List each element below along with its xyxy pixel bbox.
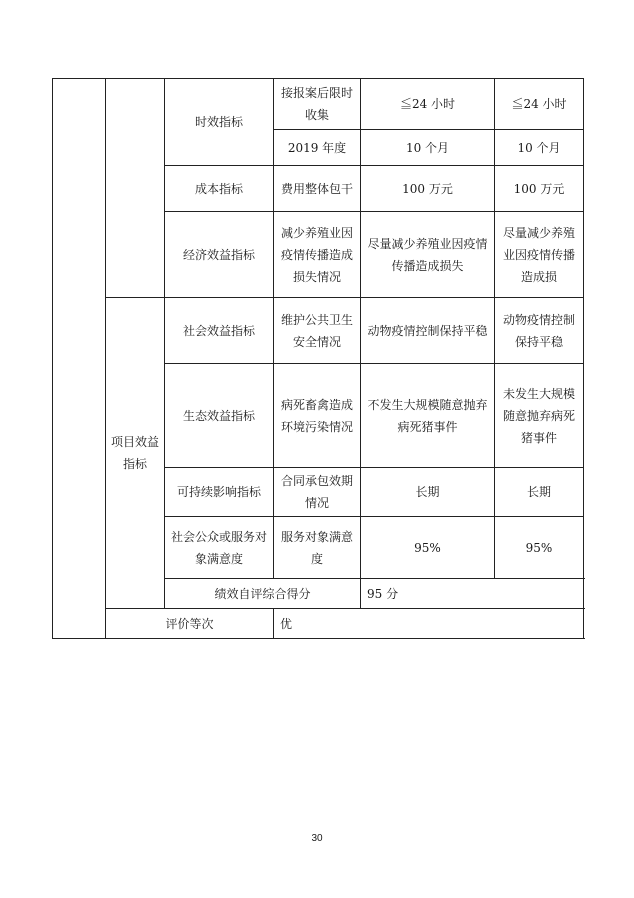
cost-actual: 100 万元 [495, 166, 584, 212]
grade-value: 优 [274, 609, 584, 639]
timeliness-target-2: 10 个月 [361, 130, 495, 166]
benefit-group-cell: 项目效益指标 [106, 298, 165, 609]
timeliness-item-2: 2019 年度 [274, 130, 361, 166]
timeliness-actual-1: ≦24 小时 [495, 79, 584, 130]
economic-item: 减少养殖业因疫情传播造成损失情况 [274, 212, 361, 298]
cost-item: 费用整体包干 [274, 166, 361, 212]
cost-target: 100 万元 [361, 166, 495, 212]
score-value: 95 分 [361, 579, 584, 609]
performance-table [52, 78, 584, 639]
satisfaction-indicator: 社会公众或服务对象满意度 [165, 517, 274, 579]
economic-actual: 尽量减少养殖业因疫情传播造成损 [495, 212, 584, 298]
sustainable-item: 合同承包效期情况 [274, 468, 361, 517]
social-actual: 动物疫情控制保持平稳 [495, 298, 584, 364]
table-row [53, 609, 584, 639]
cost-indicator: 成本指标 [165, 166, 274, 212]
page-number: 30 [311, 833, 323, 844]
table-row [53, 298, 584, 364]
timeliness-indicator: 时效指标 [165, 79, 274, 166]
ecological-target: 不发生大规模随意抛弃病死猪事件 [361, 364, 495, 468]
ecological-actual: 未发生大规模随意抛弃病死猪事件 [495, 364, 584, 468]
timeliness-target-1: ≦24 小时 [361, 79, 495, 130]
satisfaction-target: 95% [361, 517, 495, 579]
grade-label: 评价等次 [106, 609, 274, 639]
satisfaction-actual: 95% [495, 517, 584, 579]
ecological-item: 病死畜禽造成环境污染情况 [274, 364, 361, 468]
social-target: 动物疫情控制保持平稳 [361, 298, 495, 364]
score-label: 绩效自评综合得分 [165, 579, 361, 609]
first-column-cell [53, 79, 106, 639]
social-item: 维护公共卫生安全情况 [274, 298, 361, 364]
sustainable-actual: 长期 [495, 468, 584, 517]
economic-target: 尽量减少养殖业因疫情传播造成损失 [361, 212, 495, 298]
ecological-indicator: 生态效益指标 [165, 364, 274, 468]
timeliness-actual-2: 10 个月 [495, 130, 584, 166]
satisfaction-item: 服务对象满意度 [274, 517, 361, 579]
timeliness-item-1: 接报案后限时收集 [274, 79, 361, 130]
social-indicator: 社会效益指标 [165, 298, 274, 364]
second-column-cell [106, 79, 165, 298]
economic-indicator: 经济效益指标 [165, 212, 274, 298]
sustainable-target: 长期 [361, 468, 495, 517]
table-row [53, 79, 584, 130]
sustainable-indicator: 可持续影响指标 [165, 468, 274, 517]
